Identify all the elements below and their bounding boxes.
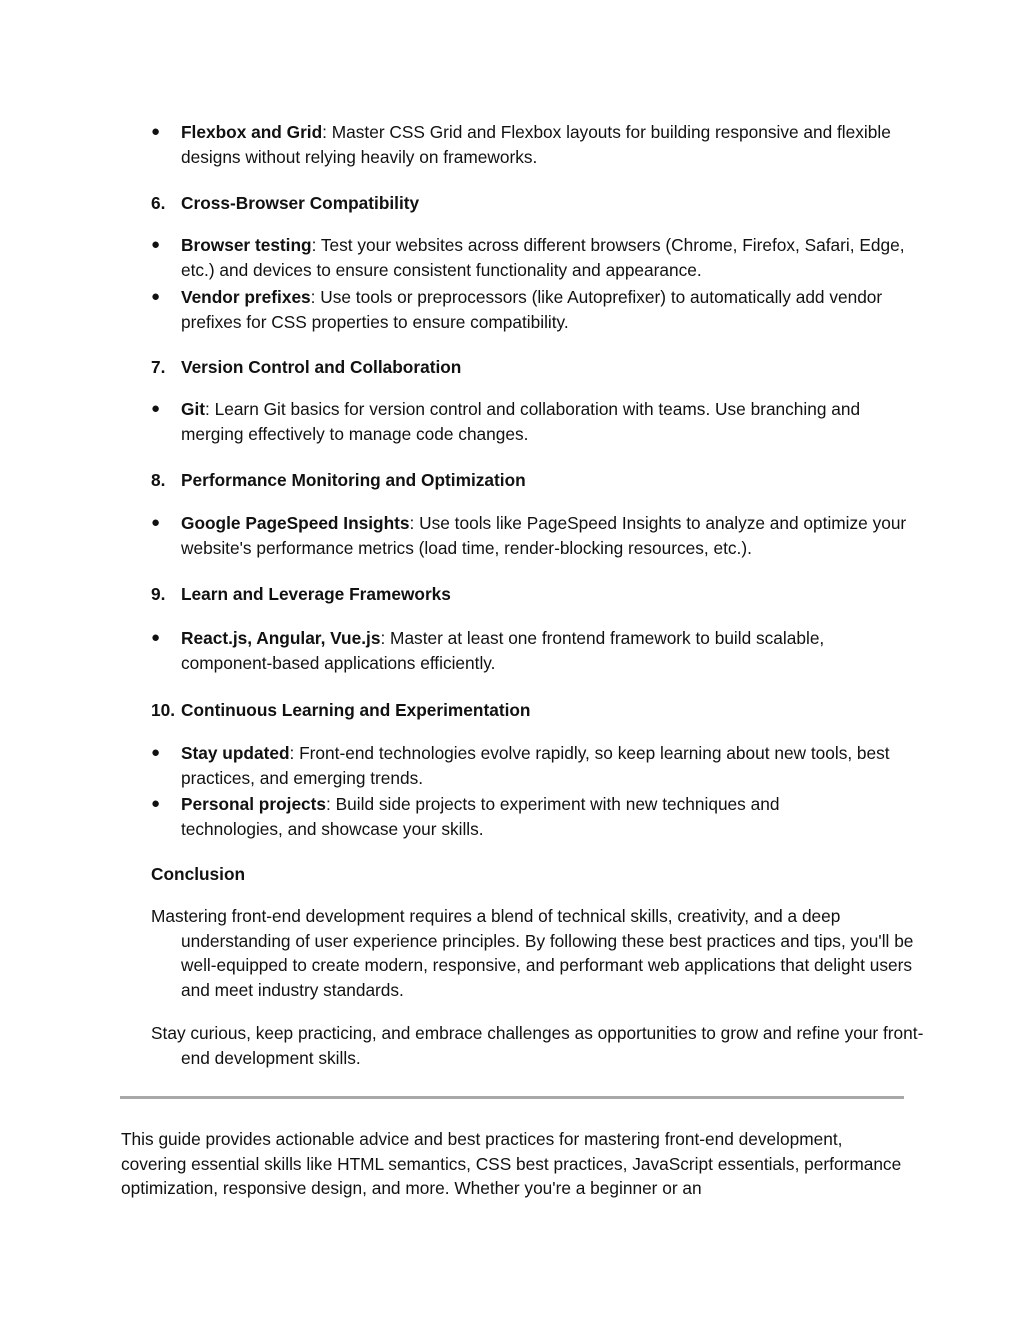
bullet-icon: ●	[151, 629, 161, 646]
list-item-term: Personal projects	[181, 794, 327, 814]
list-item-text	[181, 626, 911, 675]
bullet-icon: ●	[151, 123, 161, 140]
list-item-term: Stay updated	[181, 743, 290, 763]
bullet-icon: ●	[151, 288, 161, 305]
list-item-text	[181, 511, 916, 560]
list-item-term: Git	[181, 399, 205, 419]
section-title: Learn and Leverage Frameworks	[181, 584, 451, 604]
bullet-icon: ●	[151, 795, 161, 812]
list-item-term: React.js, Angular, Vue.js	[181, 628, 381, 648]
list-item-body: : Use tools or preprocessors (like Autoprefixer) to automatically add vendor prefixes for CSS properties to ensure compatibility.	[181, 287, 883, 332]
conclusion-heading: Conclusion	[151, 864, 246, 884]
list-item-term: Vendor prefixes	[181, 287, 311, 307]
section-number: 7.	[151, 357, 166, 377]
horizontal-divider	[120, 1096, 904, 1099]
list-item-body: : Front-end technologies evolve rapidly, so keep learning about new tools, best practices, and emerging trends.	[181, 743, 890, 788]
list-item-term: Browser testing	[181, 235, 312, 255]
list-item-text	[181, 120, 911, 169]
list-item-term: Flexbox and Grid	[181, 122, 323, 142]
list-item-text	[181, 285, 911, 334]
section-title: Cross-Browser Compatibility	[181, 193, 420, 213]
list-item-term: Google PageSpeed Insights	[181, 513, 410, 533]
list-item-body: : Learn Git basics for version control and collaboration with teams. Use branching and merging effectively to manage code changes.	[181, 399, 861, 444]
bullet-icon: ●	[151, 744, 161, 761]
summary-paragraph: This guide provides actionable advice and best practices for mastering front-end development, covering essential skills like HTML semantics, CSS best practices, JavaScript essentials, performance optimization, responsive design, and more. Whether you're a beginner or an	[121, 1129, 902, 1199]
bullet-icon: ●	[151, 236, 161, 253]
list-item-body: : Use tools like PageSpeed Insights to analyze and optimize your website's performance metrics (load time, render-blocking resources, etc.).	[181, 513, 907, 558]
conclusion-paragraph: Mastering front-end development requires a blend of technical skills, creativity, and a deep understanding of user experience principles. By following these best practices and tips, you'll be well-equipped to create modern, responsive, and performant web applications that delight users and meet industry standards.	[151, 906, 914, 1000]
bullet-icon: ●	[151, 514, 161, 531]
conclusion-paragraph: Stay curious, keep practicing, and embrace challenges as opportunities to grow and refine your front-end development skills.	[151, 1023, 924, 1068]
list-item-text	[181, 741, 911, 790]
bullet-icon: ●	[151, 400, 161, 417]
section-title: Continuous Learning and Experimentation	[181, 700, 531, 720]
section-title: Version Control and Collaboration	[181, 357, 462, 377]
list-item-body: : Master CSS Grid and Flexbox layouts for building responsive and flexible designs without relying heavily on frameworks.	[181, 122, 891, 167]
list-item-text	[181, 397, 911, 446]
section-number: 9.	[151, 584, 166, 604]
section-number: 6.	[151, 193, 166, 213]
section-number: 10.	[151, 700, 176, 720]
list-item-body: : Test your websites across different browsers (Chrome, Firefox, Safari, Edge, etc.) and devices to ensure consistent functionality and appearance.	[181, 235, 905, 280]
section-title: Performance Monitoring and Optimization	[181, 470, 526, 490]
list-item-body: : Master at least one frontend framework to build scalable, component-based applications efficiently.	[181, 628, 825, 673]
list-item-body: : Build side projects to experiment with new techniques and technologies, and showcase your skills.	[181, 794, 780, 839]
section-number: 8.	[151, 470, 166, 490]
list-item-text	[181, 792, 841, 841]
list-item-text	[181, 233, 911, 282]
